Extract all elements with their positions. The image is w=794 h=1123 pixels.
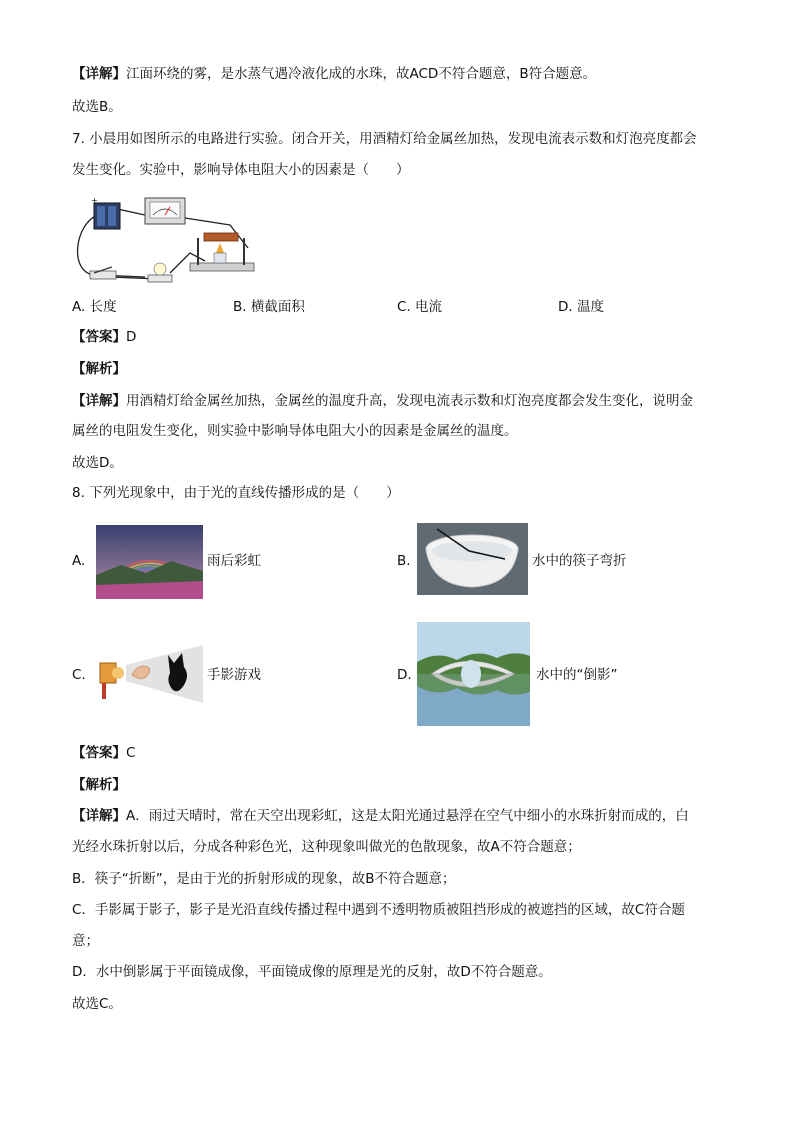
q8-detail-a-line2: 光经水珠折射以后，分成各种彩色光，这种现象叫做光的色散现象，故A不符合题意； — [72, 839, 581, 855]
detail-tag: 【详解】 — [72, 808, 126, 824]
answer-tag: 【答案】 — [72, 745, 126, 761]
q8-detail-c-line1: C．手影属于影子，影子是光沿直线传播过程中遇到不透明物质被阻挡形成的被遮挡的区域，故C符合题 — [72, 902, 685, 918]
bridge-reflection-photo — [417, 622, 530, 726]
q8-stem: 8. 下列光现象中，由于光的直线传播形成的是（ ） — [72, 485, 400, 501]
bowl-photo — [417, 523, 528, 595]
q7-option-b: B. 横截面积 — [233, 299, 305, 315]
q8-option-a-letter: A. — [72, 553, 86, 569]
q8-analysis-tag: 【解析】 — [72, 777, 126, 793]
q8-option-b-letter: B. — [397, 553, 411, 569]
q8-option-c-letter: C. — [72, 667, 86, 683]
q8-option-d-caption: 水中的“倒影” — [536, 667, 618, 683]
circuit-diagram — [70, 193, 270, 288]
detail-tag: 【详解】 — [72, 66, 126, 82]
q7-option-a: A. 长度 — [72, 299, 117, 315]
detail-text: A．雨过天晴时，常在天空出现彩虹，这是太阳光通过悬浮在空气中细小的水珠折射而成的，白 — [126, 808, 689, 824]
q8-option-d-letter: D. — [397, 667, 412, 683]
q8-option-a-caption: 雨后彩虹 — [207, 553, 261, 569]
answer-tag: 【答案】 — [72, 329, 126, 345]
q8-answer — [72, 743, 135, 763]
answer-value: D — [126, 329, 137, 345]
q7-detail-line2: 属丝的电阻发生变化，则实验中影响导体电阻大小的因素是金属丝的温度。 — [72, 423, 518, 439]
q8-option-c-caption: 手影游戏 — [207, 667, 261, 683]
answer-value: C — [126, 745, 136, 761]
detail-text: 用酒精灯给金属丝加热，金属丝的温度升高，发现电流表示数和灯泡亮度都会发生变化，说明金 — [126, 393, 693, 409]
q7-conclusion: 故选D。 — [72, 455, 123, 471]
hand-shadow-photo — [96, 645, 203, 703]
q7-detail-line1 — [72, 391, 693, 411]
detail-paragraph — [72, 64, 596, 84]
conclusion: 故选B。 — [72, 99, 122, 115]
q7-option-d: D. 温度 — [558, 299, 604, 315]
q7-answer — [72, 327, 136, 347]
rainbow-photo — [96, 525, 203, 599]
q8-conclusion: 故选C。 — [72, 996, 122, 1012]
q7-stem-line1: 7. 小晨用如图所示的电路进行实验。闭合开关，用酒精灯给金属丝加热，发现电流表示数和灯泡亮度都会 — [72, 131, 697, 147]
q8-detail-d: D．水中倒影属于平面镜成像，平面镜成像的原理是光的反射，故D不符合题意。 — [72, 964, 552, 980]
q7-stem-line2: 发生变化。实验中，影响导体电阻大小的因素是（ ） — [72, 162, 410, 178]
q7-analysis-tag: 【解析】 — [72, 361, 126, 377]
q8-detail-c-line2: 意； — [72, 933, 99, 949]
svg-text:+: + — [91, 196, 98, 205]
q8-detail-b: B．筷子“折断”，是由于光的折射形成的现象，故B不符合题意； — [72, 871, 456, 887]
q7-option-c: C. 电流 — [397, 299, 443, 315]
detail-tag: 【详解】 — [72, 393, 126, 409]
q8-detail-a-line1 — [72, 806, 689, 826]
q8-option-b-caption: 水中的筷子弯折 — [532, 553, 627, 569]
detail-text: 江面环绕的雾，是水蒸气遇冷液化成的水珠，故ACD不符合题意，B符合题意。 — [126, 66, 597, 82]
